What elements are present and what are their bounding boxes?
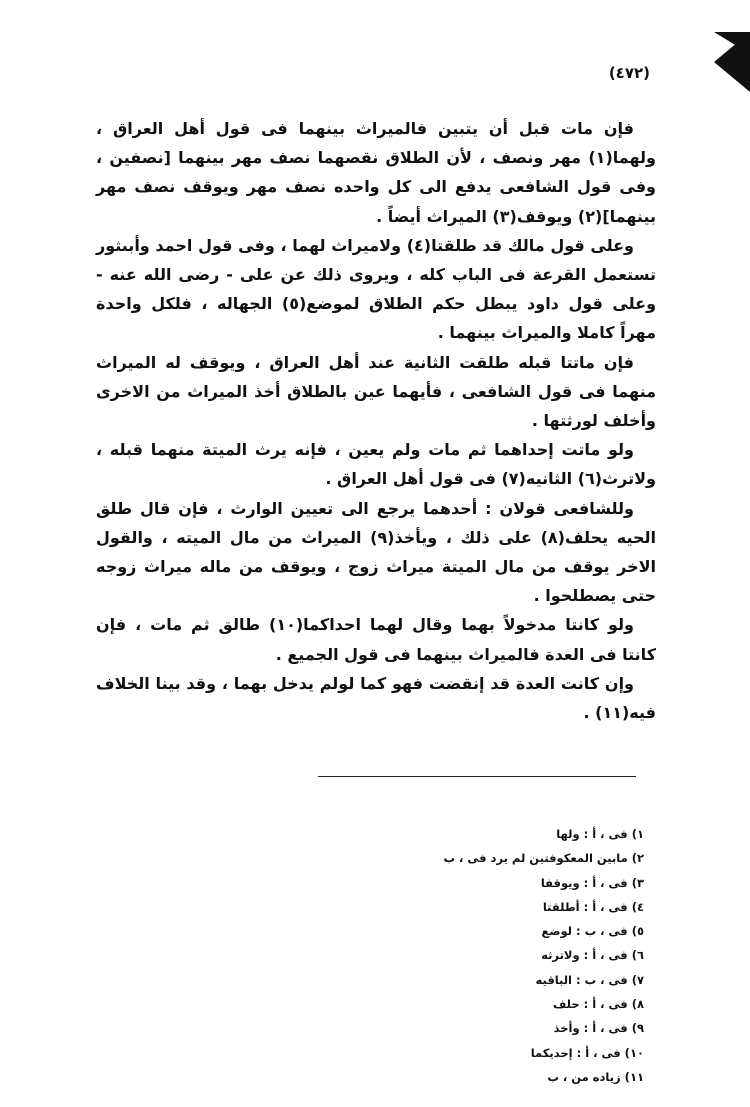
paragraph: ولو ماتت إحداهما ثم مات ولم يعين ، فإنه يرث الميتة منهما قبله ، ولاترث(٦) الثانيه(٧) فى قول أهل العراق . [96,440,656,489]
paragraph: وإن كانت العدة قد إنقضت فهو كما لولم يدخل بهما ، وقد بينا الخلاف فيه(١١) . [96,673,656,723]
paragraph: وعلى قول مالك قد طلقتا(٤) ولاميراث لهما ، وفى قول احمد وأبىثور تستعمل القرعة فى الباب كله ، ويروى ذلك عن على - رضى الله عنه - وعلى قول داود يبطل حكم الطلاق لموضع(٥) الجهاله ، فلكل واحدة مهراً كاملا والميراث بينهما . [96,235,657,343]
paragraph: فإن مات قبل أن يتبين فالميراث بينهما فى قول أهل العراق ، ولهما(١) مهر ونصف ، لأن الطلاق نقصهما نصف مهر بينهما [نصفين ، وفى قول الشافعى يدفع الى كل واحده نصف مهر ويوقف نصف مهر بينهما](٢) ويوقف(٣) الميراث أيضاً . [96,119,656,226]
footnote-item: ٢) مابين المعكوفتين لم يرد فى ، ب [443,851,644,866]
footnote-item: ١١) زياده من ، ب [547,1069,644,1084]
footnote-divider [318,776,636,777]
page-number: (٤٧٢) [608,64,650,82]
footnote-item: ٦) فى ، أ : ولاترثه [541,948,644,963]
footnote-item: ٧) فى ، ب : الباقيه [535,972,644,987]
footnotes [380,822,644,1089]
footnote-item: ١٠) فى ، أ : إحديكما [530,1045,644,1060]
footnote-item: ٨) فى ، أ : حلف [552,997,644,1012]
paragraph: ولو كانتا مدخولاً بهما وقال لهما احداكما(١٠) طالق ثم مات ، فإن كانتا فى العدة فالميراث بينهما فى قول الجميع . [96,615,656,664]
footnote-item: ٤) فى ، أ : أطلقتا [542,899,644,914]
page-corner-fill [714,32,750,54]
body-text [96,114,656,727]
footnote-item: ٣) فى ، أ : ويوقفا [540,875,644,890]
footnote-item: ٥) فى ، ب : لوضع [541,924,644,939]
footnote-item: ١) فى ، أ : ولها [556,827,644,841]
footnote-item: ٩) فى ، أ : وأخذ [553,1021,644,1036]
paragraph: فإن ماتتا قبله طلقت الثانية عند أهل العراق ، ويوقف له الميراث منهما فى قول الشافعى ، فأيهما عين بالطلاق أخذ الميراث من الاخرى وأخلف لورثتها . [96,352,656,431]
paragraph: وللشافعى قولان : أحدهما يرجع الى تعيين الوارث ، فإن قال طلق الحيه يحلف(٨) على ذلك ، ويأخذ(٩) الميراث من مال الميته ، والقول الاخر يوقف من مال الميتة ميراث زوج ، ويوقف من ماله ميراث زوجه حتى يصطلحوا . [96,498,656,606]
